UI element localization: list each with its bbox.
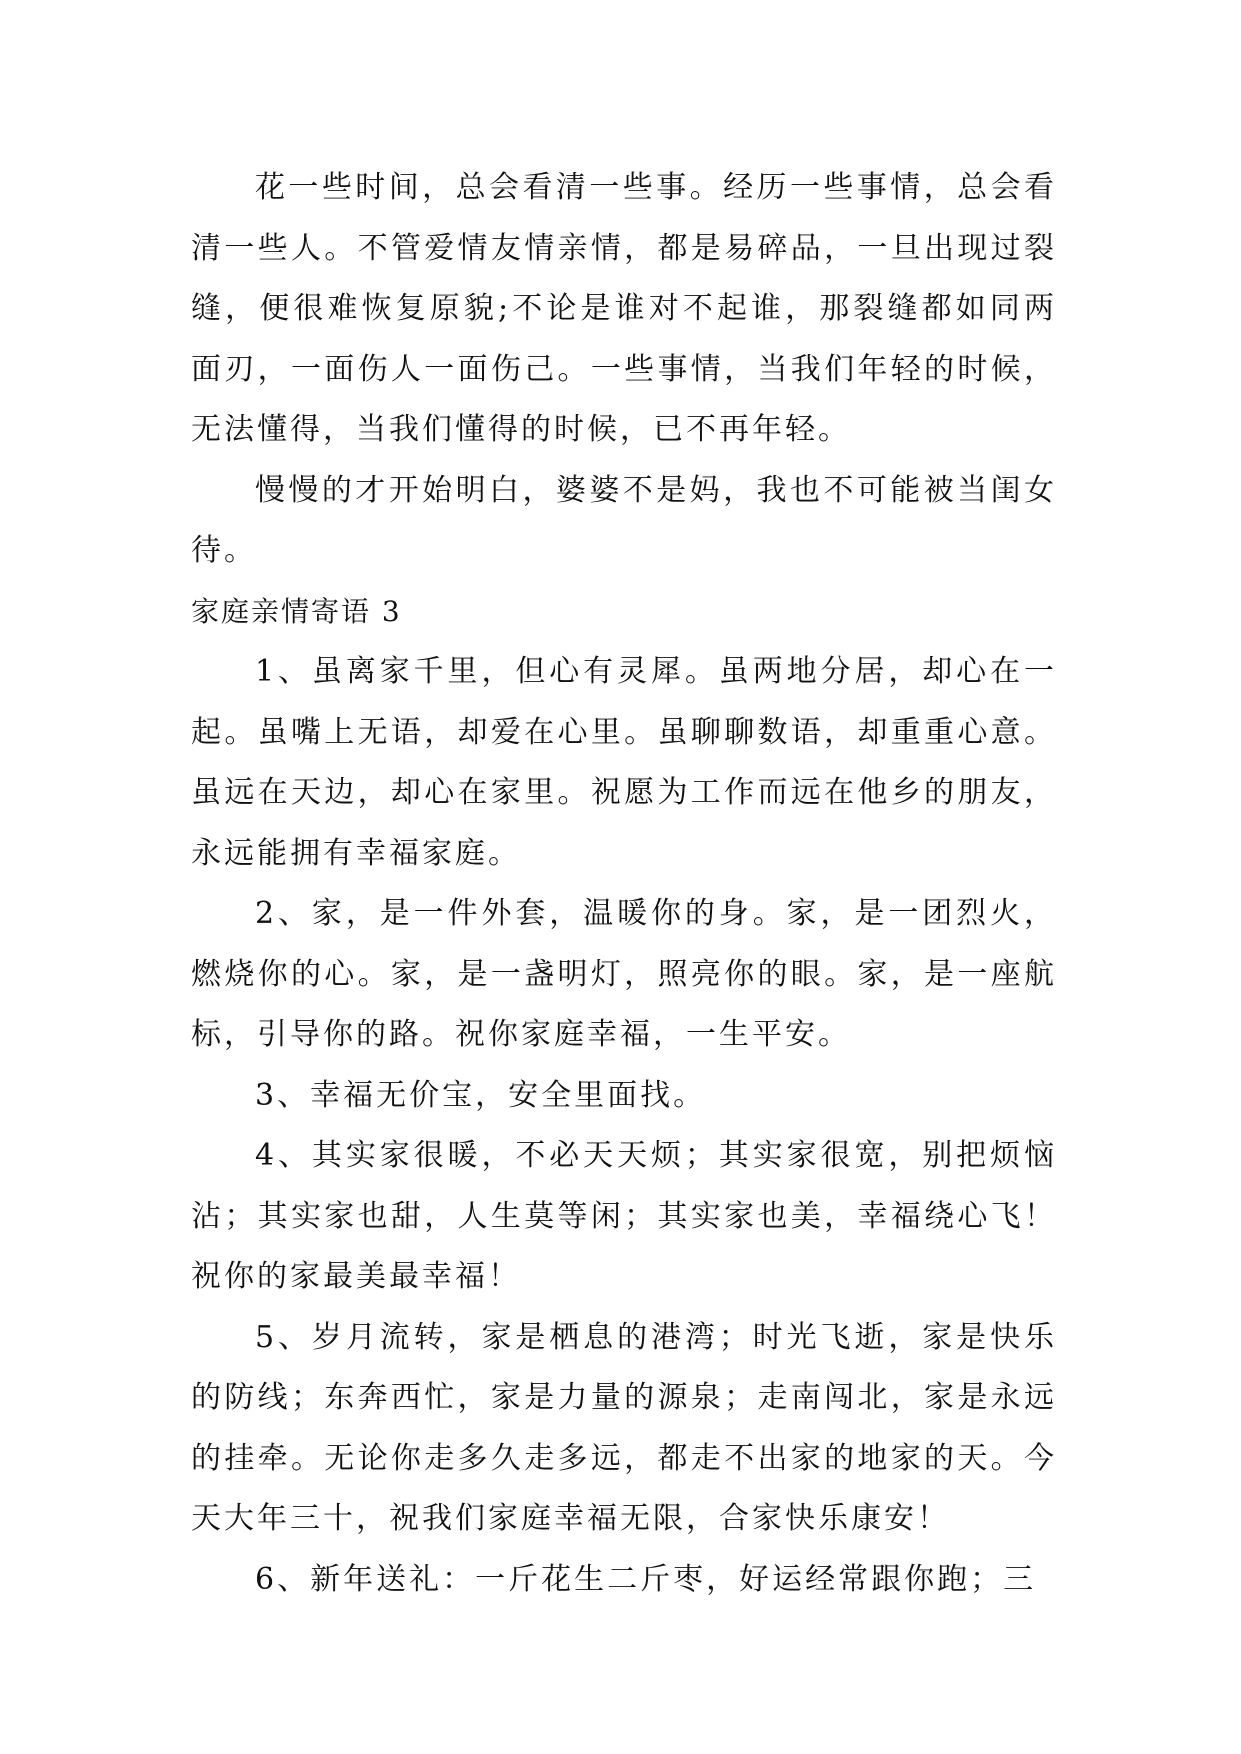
list-item-2: 2、家，是一件外套，温暖你的身。家，是一团烈火，燃烧你的心。家，是一盏明灯，照亮你的眼。家，是一座航标，引导你的路。祝你家庭幸福，一生平安。 xyxy=(191,896,1057,1052)
paragraph-mother-in-law: 慢慢的才开始明白，婆婆不是妈，我也不可能被当闺女待。 xyxy=(191,472,1057,568)
list-item-3: 3、幸福无价宝，安全里面找。 xyxy=(255,1077,707,1113)
document-body xyxy=(191,158,1057,1610)
list-item-1: 1、虽离家千里，但心有灵犀。虽两地分居，却心在一起。虽嘴上无语，却爱在心里。虽聊聊数语，却重重心意。虽远在天边，却心在家里。祝愿为工作而远在他乡的朋友，永远能拥有幸福家庭。 xyxy=(191,654,1057,871)
list-item-6: 6、新年送礼：一斤花生二斤枣，好运经常跟你跑；三 xyxy=(255,1561,1037,1597)
section-heading: 家庭亲情寄语 3 xyxy=(191,594,402,628)
list-item-5: 5、岁月流转，家是栖息的港湾；时光飞逝，家是快乐的防线；东奔西忙，家是力量的源泉；走南闯北，家是永远的挂牵。无论你走多久走多远，都走不出家的地家的天。今天大年三十，祝我们家庭幸福无限，合家快乐康安！ xyxy=(191,1319,1057,1536)
paragraph-intro: 花一些时间，总会看清一些事。经历一些事情，总会看清一些人。不管爱情友情亲情，都是易碎品，一旦出现过裂缝，便很难恢复原貌;不论是谁对不起谁，那裂缝都如同两面刃，一面伤人一面伤己。一些事情，当我们年轻的时候，无法懂得，当我们懂得的时候，已不再年轻。 xyxy=(191,170,1057,447)
list-item-4: 4、其实家很暖，不必天天烦；其实家很宽，别把烦恼沾；其实家也甜，人生莫等闲；其实家也美，幸福绕心飞！祝你的家最美最幸福！ xyxy=(191,1138,1057,1294)
